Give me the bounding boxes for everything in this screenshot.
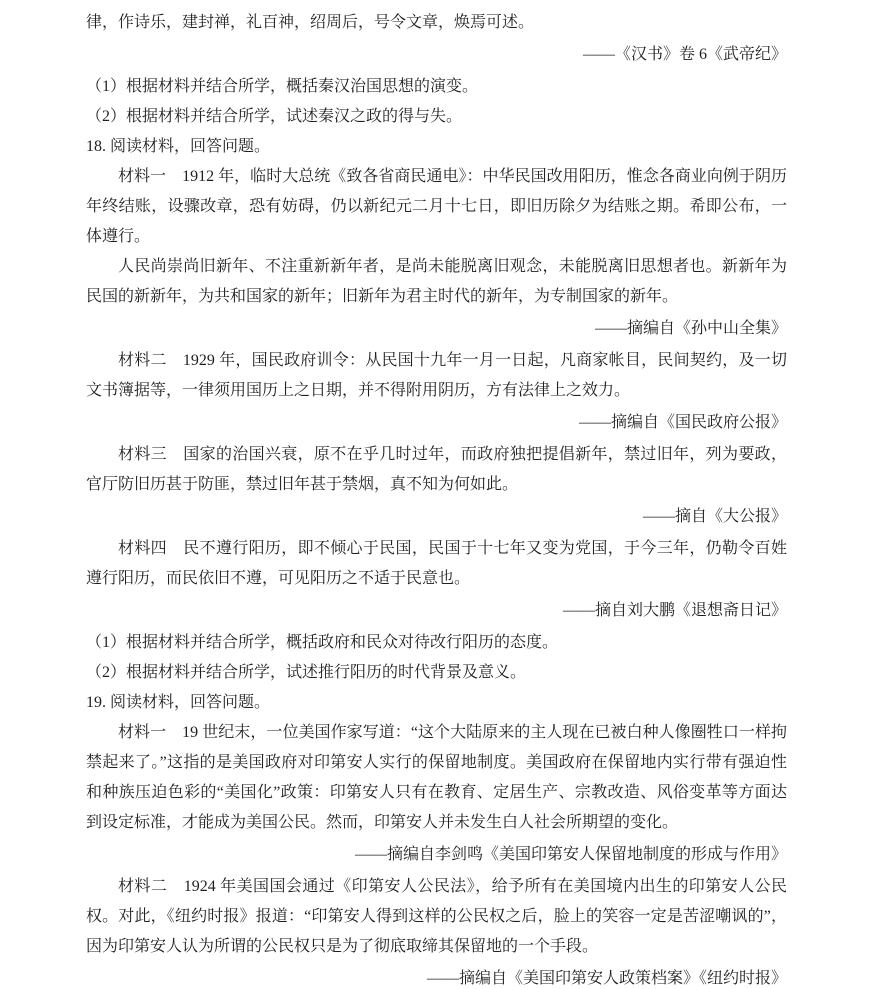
source-citation: ——摘自《大公报》 (642, 508, 787, 525)
question-header: 19. 阅读材料，回答问题。 (86, 694, 271, 711)
material-paragraph: 材料二 1929 年，国民政府训令：从民国十九年一月一日起，凡商家帐目，民间契约，及一切文书簿据等，一律须用国历上之日期，并不得附用阴历，方有法律上之效力。 (86, 352, 787, 399)
source-citation: ——摘编自《美国印第安人政策档案》《纽约时报》 (426, 970, 787, 987)
source-citation: ——《汉书》卷 6《武帝纪》 (582, 46, 787, 63)
question-header: 18. 阅读材料，回答问题。 (86, 138, 271, 155)
question-item: （2）根据材料并结合所学，试述秦汉之政的得与失。 (86, 108, 463, 125)
material-paragraph: 材料二 1924 年美国国会通过《印第安人公民法》，给予所有在美国境内出生的印第安人公民权。对此，《纽约时报》报道：“印第安人得到这样的公民权之后，脸上的笑容一定是苦涩嘲讽的”，因为印第安人认为所谓的公民权只是为了彻底取缔其保留地的一个手段。 (86, 878, 787, 955)
source-citation: ——摘自刘大鹏《退想斋日记》 (562, 602, 787, 619)
material-paragraph: 材料三 国家的治国兴衰，原不在乎几时过年，而政府独把提倡新年，禁过旧年，列为要政，官厅防旧历甚于防匪，禁过旧年甚于禁烟，真不知为何如此。 (86, 446, 787, 493)
material-paragraph: 材料四 民不遵行阳历，即不倾心于民国，民国于十七年又变为党国，于今三年，仍勒令百姓遵行阳历，而民依旧不遵，可见阳历之不适于民意也。 (86, 540, 787, 587)
material-paragraph: 材料一 1912 年，临时大总统《致各省商民通电》：中华民国改用阳历，惟念各商业向例于阴历年终结账，设骤改章，恐有妨碍，仍以新纪元二月十七日，即旧历除夕为结账之期。希即公布，一体遵行。 (86, 168, 787, 245)
question-item: （1）根据材料并结合所学，概括秦汉治国思想的演变。 (86, 78, 479, 95)
material-paragraph: 人民尚崇尚旧新年、不注重新新年者，是尚未能脱离旧观念，未能脱离旧思想者也。新新年为民国的新新年，为共和国家的新年；旧新年为君主时代的新年，为专制国家的新年。 (86, 258, 787, 305)
material-paragraph: 材料一 19 世纪末，一位美国作家写道：“这个大陆原来的主人现在已被白种人像圈牲口一样拘禁起来了。”这指的是美国政府对印第安人实行的保留地制度。美国政府在保留地内实行带有强迫性和种族压迫色彩的“美国化”政策：印第安人只有在教育、定居生产、宗教改造、风俗变革等方面达到设定标准，才能成为美国公民。然而，印第安人并未发生白人社会所期望的变化。 (86, 724, 787, 831)
paragraph: 律，作诗乐，建封禅，礼百神，绍周后，号令文章，焕焉可述。 (86, 14, 535, 31)
document-content (86, 8, 787, 989)
source-citation: ——摘编自《国民政府公报》 (578, 414, 787, 431)
question-item: （1）根据材料并结合所学，概括政府和民众对待改行阳历的态度。 (86, 634, 559, 651)
source-citation: ——摘编自《孙中山全集》 (594, 320, 787, 337)
source-citation: ——摘编自李剑鸣《美国印第安人保留地制度的形成与作用》 (354, 846, 787, 863)
question-item: （2）根据材料并结合所学，试述推行阳历的时代背景及意义。 (86, 664, 527, 681)
